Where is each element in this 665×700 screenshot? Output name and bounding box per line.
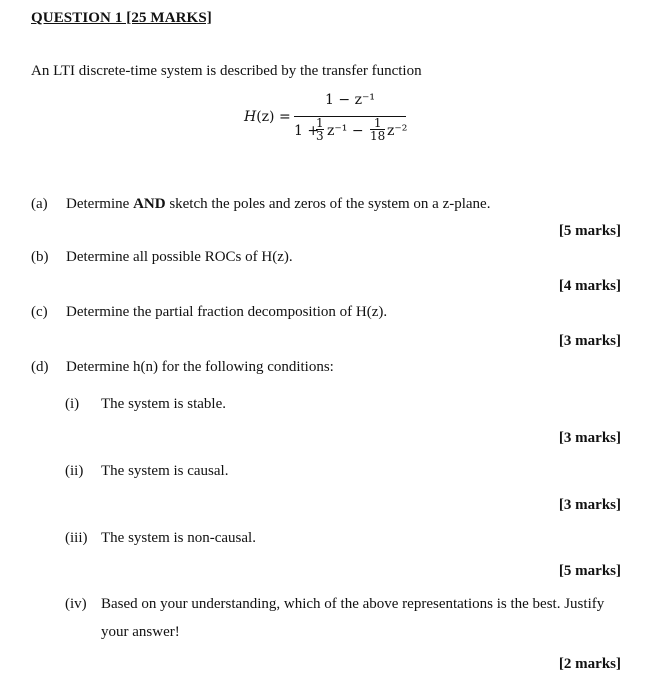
subpart-i-label: (i) xyxy=(65,396,80,412)
part-a-label: (a) xyxy=(31,196,48,212)
subpart-ii-label: (ii) xyxy=(65,463,84,479)
part-a-text-post: sketch the poles and zeros of the system on a z-plane. xyxy=(165,196,491,212)
frac-one-third xyxy=(316,117,324,142)
formula-lhs xyxy=(244,109,291,125)
part-d-text: Determine h(n) for the following conditions: xyxy=(66,359,334,375)
subpart-i-marks: [3 marks] xyxy=(558,430,621,446)
fraction-bar xyxy=(294,116,406,117)
formula-numerator: 1 − z⁻¹ xyxy=(325,92,375,108)
question-heading: QUESTION 1 [25 MARKS] xyxy=(31,10,212,26)
subpart-iv-text: Based on your understanding, which of the above representations is the best. Justify xyxy=(101,596,605,612)
den-zinv1: z⁻¹ − xyxy=(327,123,364,139)
subpart-ii-text: The system is causal. xyxy=(101,463,229,479)
part-c-text: Determine the partial fraction decomposition of H(z). xyxy=(66,304,388,320)
subpart-iii-text: The system is non-causal. xyxy=(101,530,256,546)
part-b-marks: [4 marks] xyxy=(558,278,621,294)
intro-text: An LTI discrete-time system is described by the transfer function xyxy=(31,63,422,79)
frac-one-eighteenth xyxy=(370,117,385,142)
subpart-iii-label: (iii) xyxy=(65,530,88,546)
frac1-den: 3 xyxy=(316,129,324,143)
subpart-iv-label: (iv) xyxy=(65,596,87,612)
den-one: 1 + xyxy=(294,123,320,139)
part-d-label: (d) xyxy=(31,359,49,375)
subpart-iii-marks: [5 marks] xyxy=(558,563,621,579)
subpart-iv-marks: [2 marks] xyxy=(558,656,621,672)
subpart-iv-text-line2: your answer! xyxy=(101,624,180,640)
part-c-marks: [3 marks] xyxy=(558,333,621,349)
frac1-num: 1 xyxy=(316,116,324,130)
part-a-text xyxy=(66,196,490,213)
part-b-text: Determine all possible ROCs of H(z). xyxy=(66,249,293,265)
part-a-text-pre: Determine xyxy=(66,196,134,212)
part-c-label: (c) xyxy=(31,304,48,320)
part-a-marks: [5 marks] xyxy=(558,223,621,239)
part-b-label: (b) xyxy=(31,249,49,265)
lhs-function-name: H xyxy=(244,109,257,125)
subpart-i-text: The system is stable. xyxy=(101,396,226,412)
frac2-den: 18 xyxy=(370,129,386,143)
lhs-variable: (z) = xyxy=(256,109,291,125)
den-zinv2: z⁻² xyxy=(387,123,408,139)
frac2-num: 1 xyxy=(373,116,382,130)
part-a-text-bold: AND xyxy=(133,196,166,212)
subpart-ii-marks: [3 marks] xyxy=(558,497,621,513)
